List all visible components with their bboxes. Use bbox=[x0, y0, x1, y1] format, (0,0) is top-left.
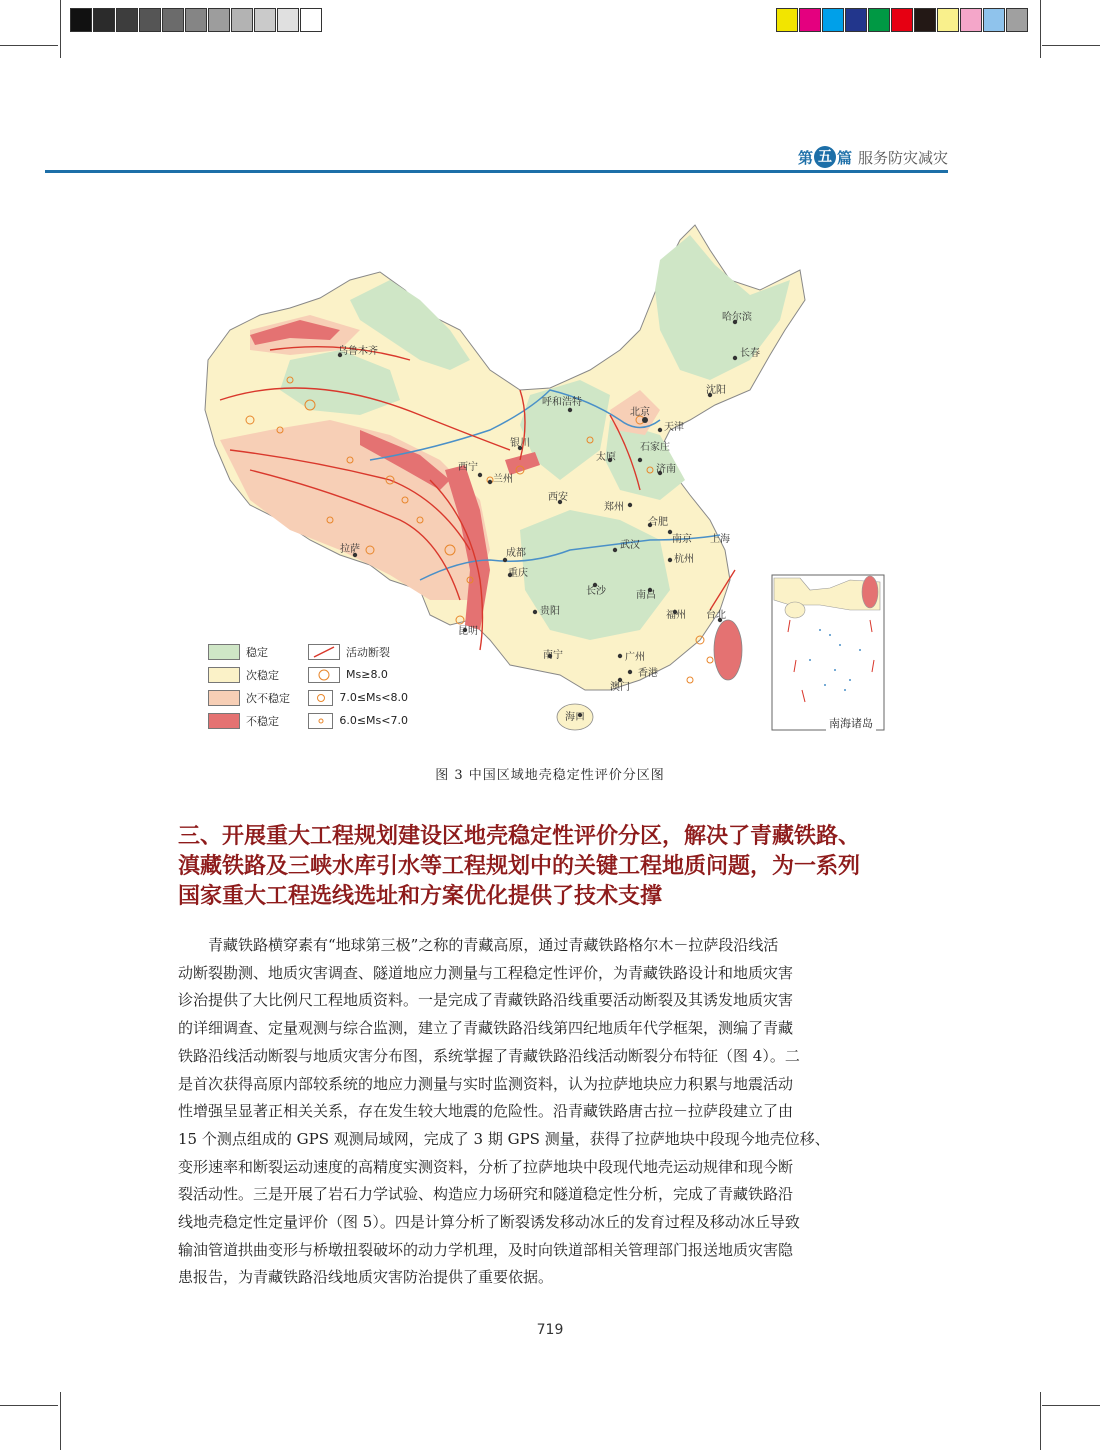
ms-7-8-symbol-icon bbox=[308, 690, 333, 706]
calibration-swatch bbox=[868, 8, 890, 32]
body-line: 线地壳稳定性定量评价（图 5）。四是计算分析了断裂诱发移动冰丘的发育过程及移动冰丘导致 bbox=[178, 1213, 800, 1232]
calibration-swatch bbox=[1006, 8, 1028, 32]
ms-6-7-symbol-icon bbox=[308, 713, 333, 729]
map-legend bbox=[208, 640, 408, 732]
body-line: 铁路沿线活动断裂与地质灾害分布图，系统掌握了青藏铁路沿线活动断裂分布特征（图 4）。二 bbox=[178, 1046, 800, 1065]
city-shijiazhuang: 石家庄 bbox=[640, 442, 670, 453]
city-haikou: 海口 bbox=[565, 712, 585, 723]
crop-mark bbox=[1042, 45, 1100, 46]
calibration-swatch bbox=[277, 8, 299, 32]
city-xining: 西宁 bbox=[458, 462, 478, 473]
calibration-swatch bbox=[162, 8, 184, 32]
city-guangzhou: 广州 bbox=[625, 652, 645, 663]
calibration-swatch bbox=[799, 8, 821, 32]
body-line: 变形速率和断裂运动速度的高精度实测资料，分析了拉萨地块中段现代地壳运动规律和现今断 bbox=[178, 1157, 794, 1176]
city-hohhot: 呼和浩特 bbox=[542, 397, 582, 408]
crop-mark bbox=[60, 0, 61, 58]
city-hefei: 合肥 bbox=[648, 517, 668, 528]
body-line: 15 个测点组成的 GPS 观测局域网，完成了 3 期 GPS 测量，获得了拉萨地块中段现今地壳位移、 bbox=[178, 1129, 830, 1148]
south-china-sea-inset bbox=[772, 575, 884, 730]
legend-ms8-label: Ms≥8.0 bbox=[346, 668, 388, 681]
city-fuzhou: 福州 bbox=[666, 610, 686, 621]
body-line: 性增强呈显著正相关关系，存在发生较大地震的危险性。沿青藏铁路唐古拉－拉萨段建立了由 bbox=[178, 1102, 794, 1121]
ms-ge-8-symbol-icon bbox=[308, 667, 340, 683]
city-hangzhou: 杭州 bbox=[674, 554, 694, 565]
body-line: 青藏铁路横穿素有“地球第三极”之称的青藏高原，通过青藏铁路格尔木－拉萨段沿线活 bbox=[208, 936, 779, 954]
figure-caption: 图 3 中国区域地壳稳定性评价分区图 bbox=[435, 768, 665, 783]
calibration-swatch bbox=[776, 8, 798, 32]
city-lanzhou: 兰州 bbox=[493, 474, 513, 485]
chapter-title: 服务防灾减灾 bbox=[857, 148, 948, 167]
crop-mark bbox=[0, 45, 58, 46]
calibration-swatch bbox=[300, 8, 322, 32]
city-zhengzhou: 郑州 bbox=[604, 502, 624, 513]
crop-mark bbox=[1042, 1405, 1100, 1406]
calibration-swatch bbox=[93, 8, 115, 32]
calibration-swatch bbox=[937, 8, 959, 32]
calibration-swatch bbox=[822, 8, 844, 32]
running-header bbox=[798, 146, 948, 168]
legend-unstable-label: 不稳定 bbox=[246, 714, 279, 728]
unstable-swatch bbox=[208, 713, 240, 729]
calibration-swatch bbox=[914, 8, 936, 32]
legend-ms6-label: 6.0≤Ms<7.0 bbox=[339, 714, 408, 727]
stable-zone bbox=[655, 235, 790, 380]
page-number: 719 bbox=[536, 1322, 564, 1338]
body-line: 诊治提供了大比例尺工程地质资料。一是完成了青藏铁路沿线重要活动断裂及其诱发地质灾害 bbox=[178, 991, 794, 1010]
city-beijing: 北京 bbox=[630, 407, 650, 418]
body-line: 患报告，为青藏铁路沿线地质灾害防治提供了重要依据。 bbox=[178, 1268, 554, 1287]
calibration-swatch bbox=[891, 8, 913, 32]
legend-sub-unstable-label: 次不稳定 bbox=[246, 691, 290, 705]
calibration-swatch bbox=[208, 8, 230, 32]
city-wuhan: 武汉 bbox=[620, 540, 640, 551]
chapter-label bbox=[798, 146, 852, 168]
city-tianjin: 天津 bbox=[664, 422, 684, 433]
header-rule bbox=[45, 170, 948, 173]
calibration-swatch bbox=[116, 8, 138, 32]
chapter-number-badge: 五 bbox=[814, 146, 836, 168]
city-urumqi: 乌鲁木齐 bbox=[338, 346, 378, 357]
city-nanning: 南宁 bbox=[543, 650, 563, 661]
city-chongqing: 重庆 bbox=[508, 568, 528, 579]
calibration-swatch bbox=[231, 8, 253, 32]
calibration-swatch bbox=[185, 8, 207, 32]
body-line: 输油管道拱曲变形与桥墩扭裂破坏的动力学机理，及时向铁道部相关管理部门报送地质灾害隐 bbox=[178, 1240, 794, 1259]
fault-symbol-icon bbox=[308, 644, 340, 660]
body-line: 的详细调查、定量观测与综合监测，建立了青藏铁路沿线第四纪地质年代学框架，测编了青藏 bbox=[178, 1019, 794, 1038]
city-shenyang: 沈阳 bbox=[706, 385, 726, 396]
city-changsha: 长沙 bbox=[586, 586, 606, 597]
crop-mark bbox=[0, 1405, 58, 1406]
calibration-swatch bbox=[70, 8, 92, 32]
crop-mark bbox=[1040, 1392, 1041, 1450]
city-harbin: 哈尔滨 bbox=[722, 312, 752, 323]
city-lhasa: 拉萨 bbox=[340, 544, 360, 555]
city-nanjing: 南京 bbox=[672, 534, 692, 545]
section-heading bbox=[178, 822, 908, 912]
sub-stable-swatch bbox=[208, 667, 240, 683]
city-changchun: 长春 bbox=[740, 348, 760, 359]
sub-unstable-swatch bbox=[208, 690, 240, 706]
city-nanchang: 南昌 bbox=[636, 590, 656, 601]
crop-mark bbox=[1040, 0, 1041, 58]
city-jinan: 济南 bbox=[656, 464, 676, 475]
chapter-prefix: 第 bbox=[797, 148, 813, 167]
calibration-swatch bbox=[983, 8, 1005, 32]
chapter-suffix: 篇 bbox=[836, 148, 852, 167]
calibration-swatch bbox=[960, 8, 982, 32]
body-line: 裂活动性。三是开展了岩石力学试验、构造应力场研究和隧道稳定性分析，完成了青藏铁路沿 bbox=[178, 1185, 794, 1204]
crop-mark bbox=[60, 1392, 61, 1450]
calibration-swatch bbox=[139, 8, 161, 32]
taiwan-island bbox=[714, 620, 742, 680]
legend-fault-label: 活动断裂 bbox=[346, 645, 390, 659]
body-line: 动断裂勘测、地质灾害调查、隧道地应力测量与工程稳定性评价，为青藏铁路设计和地质灾害 bbox=[178, 963, 794, 982]
legend-ms7-label: 7.0≤Ms<8.0 bbox=[339, 691, 408, 704]
city-taiyuan: 太原 bbox=[596, 452, 616, 463]
city-aomen: 澳门 bbox=[610, 682, 630, 693]
body-paragraph bbox=[178, 932, 908, 1292]
city-guiyang: 贵阳 bbox=[540, 606, 560, 617]
city-kunming: 昆明 bbox=[458, 626, 478, 637]
body-line: 是首次获得高原内部较系统的地应力测量与实时监测资料，认为拉萨地块应力积累与地震活动 bbox=[178, 1074, 794, 1093]
legend-stable-label: 稳定 bbox=[246, 645, 268, 659]
heading-line: 国家重大工程选线选址和方案优化提供了技术支撑 bbox=[178, 884, 663, 909]
city-taibei: 台北 bbox=[706, 610, 726, 621]
heading-line: 滇藏铁路及三峡水库引水等工程规划中的关键工程地质问题，为一系列 bbox=[178, 854, 861, 879]
calibration-swatch bbox=[845, 8, 867, 32]
city-xianggang: 香港 bbox=[638, 668, 658, 679]
city-shanghai: 上海 bbox=[710, 534, 730, 545]
city-chengdu: 成都 bbox=[506, 548, 526, 559]
color-bar bbox=[776, 8, 1029, 32]
city-yinchuan: 银川 bbox=[510, 438, 530, 449]
stable-swatch bbox=[208, 644, 240, 660]
grayscale-bar bbox=[70, 8, 323, 32]
city-xian: 西安 bbox=[548, 492, 568, 503]
inset-label: 南海诸岛 bbox=[826, 715, 876, 731]
legend-sub-stable-label: 次稳定 bbox=[246, 668, 279, 682]
calibration-swatch bbox=[254, 8, 276, 32]
heading-line: 三、开展重大工程规划建设区地壳稳定性评价分区，解决了青藏铁路、 bbox=[178, 824, 861, 849]
